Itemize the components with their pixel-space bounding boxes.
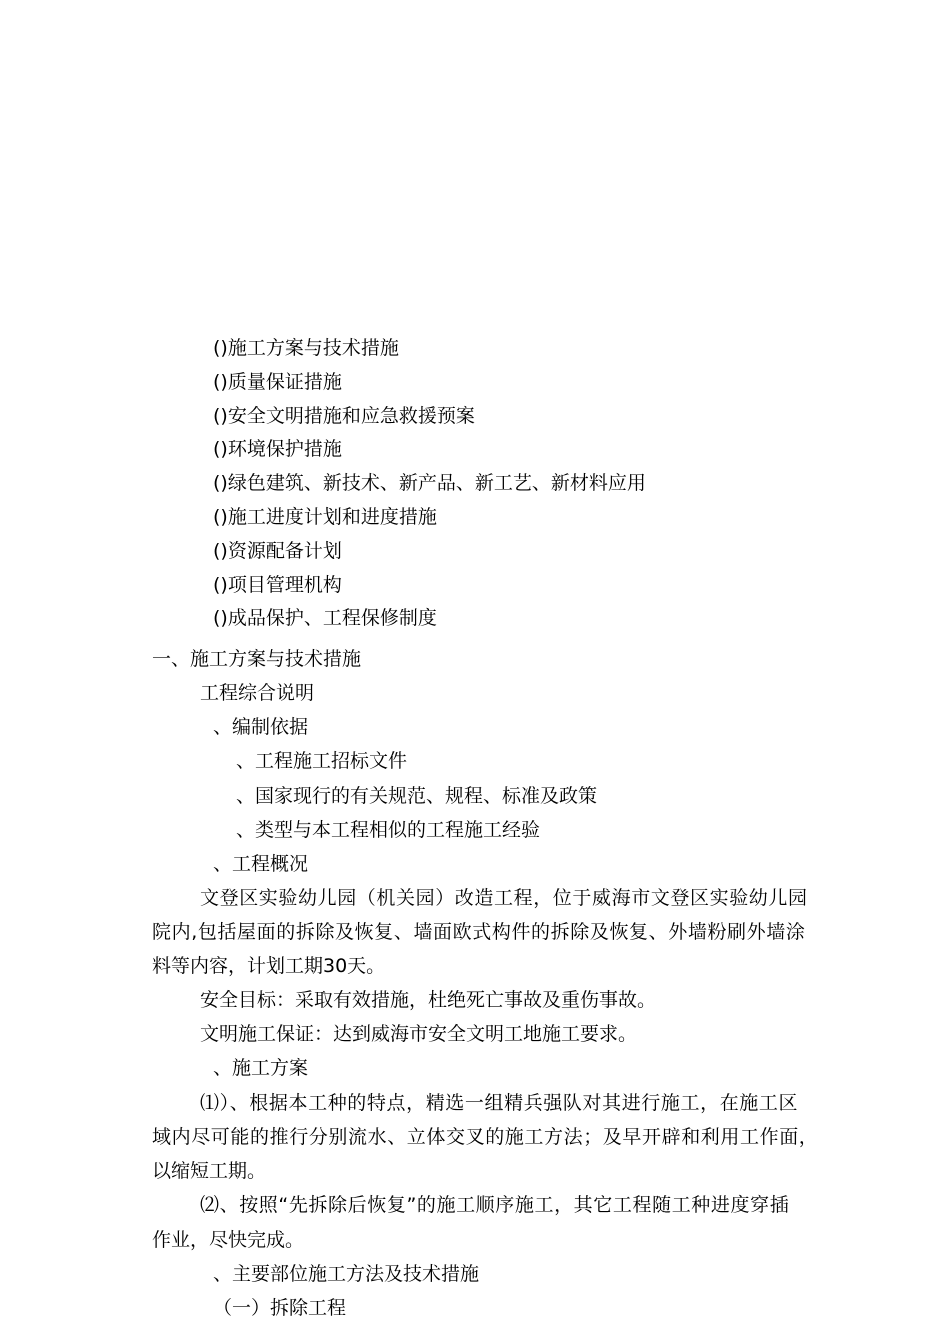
list-item: 、国家现行的有关规范、规程、标准及政策 [236,785,598,807]
toc-item: ()成品保护、工程保修制度 [213,607,437,629]
toc-item: ()施工方案与技术措施 [213,337,399,359]
paragraph-line: 料等内容，计划工期30天。 [152,955,386,977]
paragraph-line: 文登区实验幼儿园（机关园）改造工程，位于威海市文登区实验幼儿园 [200,887,808,909]
list-item: 、类型与本工程相似的工程施工经验 [236,819,541,841]
paragraph-line: 作业，尽快完成。 [152,1229,305,1251]
toc-item: ()资源配备计划 [213,540,342,562]
toc-item: ()项目管理机构 [213,574,342,596]
paragraph-line: 安全目标：采取有效措施，杜绝死亡事故及重伤事故。 [200,989,657,1011]
section-heading: 一、施工方案与技术措施 [152,648,362,670]
list-item: 、工程施工招标文件 [236,750,408,772]
paragraph-line: ⑵、按照“先拆除后恢复”的施工顺序施工，其它工程随工种进度穿插 [200,1194,790,1216]
paragraph-line: 以缩短工期。 [152,1160,267,1182]
subsection-heading: 、施工方案 [213,1057,309,1079]
paragraph-line: 文明施工保证：达到威海市安全文明工地施工要求。 [200,1023,638,1045]
subsection-heading: 、编制依据 [213,716,309,738]
subsection-heading: 工程综合说明 [200,682,315,704]
paragraph-line: 域内尽可能的推行分别流水、立体交叉的施工方法；及早开辟和利用工作面， [152,1126,819,1148]
subsection-heading: 、主要部位施工方法及技术措施 [213,1263,480,1285]
toc-item: ()绿色建筑、新技术、新产品、新工艺、新材料应用 [213,472,646,494]
paragraph-line: ⑴）、根据本工种的特点，精选一组精兵强队对其进行施工，在施工区 [200,1092,799,1114]
subsection-heading: （一）拆除工程 [213,1297,347,1319]
toc-item: ()施工进度计划和进度措施 [213,506,437,528]
subsection-heading: 、工程概况 [213,853,309,875]
paragraph-line: 院内,包括屋面的拆除及恢复、墙面欧式构件的拆除及恢复、外墙粉刷外墙涂 [152,921,806,943]
toc-item: ()质量保证措施 [213,371,342,393]
toc-item: ()环境保护措施 [213,438,342,460]
toc-item: ()安全文明措施和应急救援预案 [213,405,475,427]
